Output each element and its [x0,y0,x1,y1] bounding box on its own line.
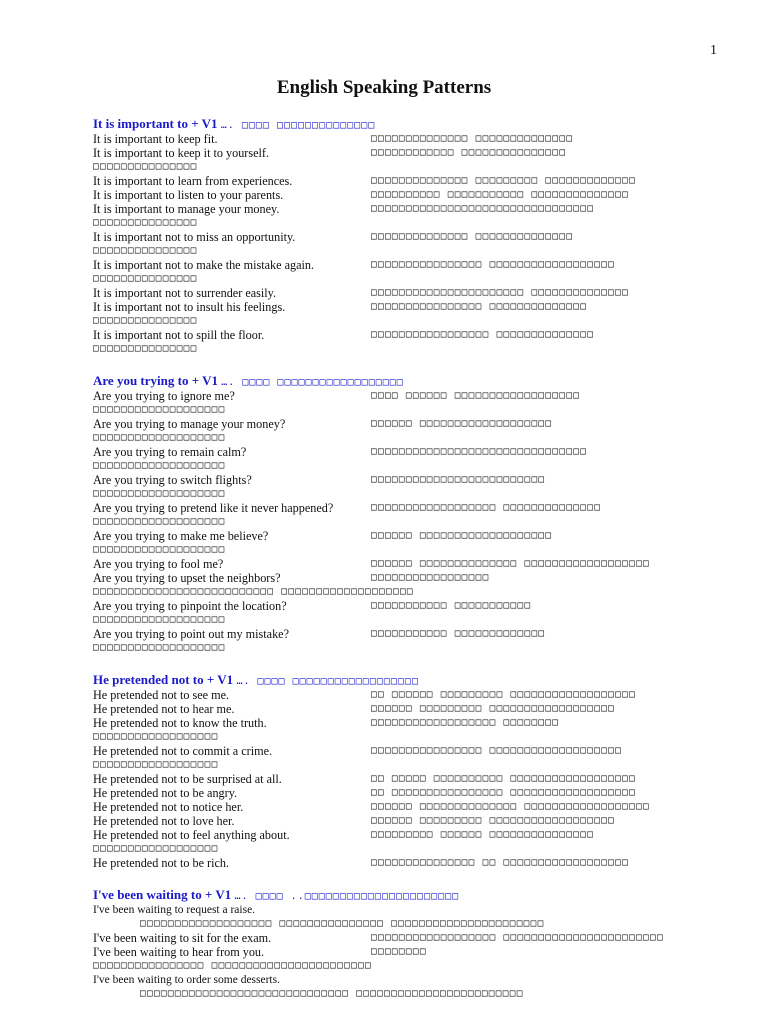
list-item [93,945,733,973]
translation-continued: □□□□□□□□□□□□□□□□ □□□□□□□□□□□□□□□□□□□□□□□ [93,960,373,971]
translation: □□ □□□□□□ □□□□□□□□□ □□□□□□□□□□□□□□□□□□ [371,689,637,700]
translation-continued: □□□□□□□□□□□□□□□□□□□□□□□□□□□□□□ □□□□□□□□□□□□□□□□□□□□□□□□ [140,988,524,999]
section-are-you-trying [93,373,733,655]
translation-continued: □□□□□□□□□□□□□□□□□□□ [93,460,226,471]
translation: □□□□□□□□□□□□□□ □□□□□□□□□□□□□□ [371,231,574,242]
english-sentence: I've been waiting to order some desserts. [93,974,280,986]
english-sentence: I've been waiting to request a raise. [93,904,256,916]
section-heading [93,116,733,132]
list-item [93,132,733,146]
translation: □□□□□□□□□□ □□□□□□□□□□□ □□□□□□□□□□□□□□ [371,189,630,200]
translation-continued: □□□□□□□□□□□□□□□□□□□ [93,642,226,653]
english-sentence: He pretended not to see me. [93,688,230,702]
list-item [93,973,733,1001]
translation: □□□□□□□□□□□□□□□ □□ □□□□□□□□□□□□□□□□□□ [371,857,630,868]
list-item [93,903,733,931]
translation-continued: □□□□□□□□□□□□□□□ [93,217,198,228]
section-heading-text: I've been waiting to + V1 [93,887,232,902]
english-sentence: I've been waiting to sit for the exam. [93,931,272,945]
translation-continued: □□□□□□□□□□□□□□□ [93,273,198,284]
translation: □□□□□□□□ [371,946,427,957]
translation: □□□□□□□□□□□□□□□□□□□□□□ □□□□□□□□□□□□□□ [371,287,630,298]
translation-continued: □□□□□□□□□□□□□□□□□□□ [93,432,226,443]
list-item [93,772,733,786]
list-item [93,202,733,230]
translation: □□□□□□ □□□□□□□□□ □□□□□□□□□□□□□□□□□□ [371,815,616,826]
english-sentence: Are you trying to upset the neighbors? [93,571,281,585]
english-sentence: He pretended not to be rich. [93,856,230,870]
section-heading-text: He pretended not to + V1 [93,672,234,687]
english-sentence: Are you trying to switch flights? [93,473,252,487]
list-item [93,389,733,417]
list-item [93,571,733,599]
translation-continued: □□□□□□□□□□□□□□□ [93,343,198,354]
section-heading-translation: …. □□□□ □□□□□□□□□□□□□□ [220,120,376,131]
translation: □□□□□□□□□□□□□□□□□□ □□□□□□□□□□□□□□ [371,502,602,513]
list-item [93,529,733,557]
section-heading-translation: …. □□□□ □□□□□□□□□□□□□□□□□□ [221,377,404,388]
translation: □□□□□□□□□□□□□□□□□ [371,572,490,583]
translation: □□□□□□□□□□□□□□□□ □□□□□□□□□□□□□□□□□□□ [371,745,623,756]
list-item [93,417,733,445]
list-item [93,188,733,202]
translation: □□□□□□ □□□□□□□□□□□□□□ □□□□□□□□□□□□□□□□□□ [371,558,651,569]
english-sentence: Are you trying to fool me? [93,557,224,571]
english-sentence: He pretended not to feel anything about. [93,828,290,842]
translation: □□□□□□□□□□□□□□ □□□□□□□□□□□□□□ [371,133,574,144]
english-sentence: It is important not to insult his feelings. [93,300,286,314]
english-sentence: He pretended not to be angry. [93,786,238,800]
translation: □□□□□□□□□□□□□□□□□ □□□□□□□□□□□□□□ [371,329,595,340]
translation: □□ □□□□□ □□□□□□□□□□ □□□□□□□□□□□□□□□□□□ [371,773,637,784]
list-item [93,174,733,188]
section-heading [93,672,733,688]
translation: □□□□□□□□□□□□□□□□ □□□□□□□□□□□□□□□□□□ [371,259,616,270]
english-sentence: It is important to manage your money. [93,202,280,216]
english-sentence: Are you trying to point out my mistake? [93,627,289,641]
list-item [93,688,733,702]
list-item [93,286,733,300]
list-item [93,702,733,716]
list-item [93,931,733,945]
english-sentence: It is important to keep it to yourself. [93,146,270,160]
list-item [93,599,733,627]
section-heading-text: It is important to + V1 [93,116,218,131]
translation: □□□□□□ □□□□□□□□□□□□□□□□□□□ [371,418,553,429]
translation-continued: □□□□□□□□□□□□□□□□□□ [93,731,219,742]
english-sentence: He pretended not to notice her. [93,800,244,814]
list-item [93,557,733,571]
document-title: English Speaking Patterns [276,77,492,98]
list-item [93,744,733,772]
section-ive-been-waiting [93,887,733,1001]
translation: □□□□□□□□□□□ □□□□□□□□□□□□□ [371,628,546,639]
translation: □□□□□□ □□□□□□□□□ □□□□□□□□□□□□□□□□□□ [371,703,616,714]
translation-continued: □□□□□□□□□□□□□□□ [93,315,198,326]
english-sentence: It is important to keep fit. [93,132,218,146]
english-sentence: He pretended not to love her. [93,814,235,828]
translation: □□□□□□□□□□□□ □□□□□□□□□□□□□□□ [371,147,567,158]
list-item [93,627,733,655]
translation: □□□□□□□□□□□ □□□□□□□□□□□ [371,600,532,611]
section-heading [93,373,733,389]
section-heading-translation: …. □□□□ □□□□□□□□□□□□□□□□□□ [236,676,419,687]
translation-continued: □□□□□□□□□□□□□□□□□□□ [93,404,226,415]
translation: □□□□□□□□□□□□□□□□□□□□□□□□□□□□□□□□ [371,203,595,214]
english-sentence: He pretended not to commit a crime. [93,744,273,758]
page-number: 1 [710,43,717,58]
list-item [93,300,733,328]
english-sentence: Are you trying to remain calm? [93,445,247,459]
list-item [93,856,733,870]
english-sentence: I've been waiting to hear from you. [93,945,265,959]
translation-continued: □□□□□□□□□□□□□□□□□□□□□□□□□□ □□□□□□□□□□□□□□□□□□□ [93,586,414,597]
translation: □□□□□□□□□□□□□□□□□□ □□□□□□□□ [371,717,560,728]
list-item [93,258,733,286]
english-sentence: Are you trying to ignore me? [93,389,235,403]
english-sentence: He pretended not to know the truth. [93,716,267,730]
english-sentence: He pretended not to be surprised at all. [93,772,282,786]
list-item [93,800,733,814]
english-sentence: He pretended not to hear me. [93,702,235,716]
translation: □□□□□□□□□ □□□□□□ □□□□□□□□□□□□□□□ [371,829,595,840]
section-heading [93,887,733,903]
translation: □□□□□□□□□□□□□□□□□□□□□□□□□□□□□□□ [371,446,588,457]
list-item [93,445,733,473]
translation: □□□□□□□□□□□□□□□□□□□□□□□□□ [371,474,546,485]
translation-continued: □□□□□□□□□□□□□□□□□□□ □□□□□□□□□□□□□□□ □□□□□□□□□□□□□□□□□□□□□□ [140,918,545,929]
list-item [93,328,733,356]
english-sentence: It is important not to miss an opportunity. [93,230,296,244]
list-item [93,473,733,501]
list-item [93,501,733,529]
english-sentence: It is important not to surrender easily. [93,286,276,300]
list-item [93,786,733,800]
english-sentence: It is important to learn from experiences. [93,174,293,188]
translation-continued: □□□□□□□□□□□□□□□□□□□ [93,614,226,625]
translation-continued: □□□□□□□□□□□□□□□□□□□ [93,544,226,555]
list-item [93,146,733,174]
list-item [93,230,733,258]
translation-continued: □□□□□□□□□□□□□□□□□□ [93,843,219,854]
english-sentence: It is important not to make the mistake again. [93,258,315,272]
translation-continued: □□□□□□□□□□□□□□□□□□□ [93,516,226,527]
translation-continued: □□□□□□□□□□□□□□□ [93,245,198,256]
list-item [93,716,733,744]
document-body [93,116,733,1018]
translation: □□□□□□ □□□□□□□□□□□□□□ □□□□□□□□□□□□□□□□□□ [371,801,651,812]
section-he-pretended [93,672,733,870]
english-sentence: It is important to listen to your parents. [93,188,284,202]
translation: □□□□ □□□□□□ □□□□□□□□□□□□□□□□□□ [371,390,581,401]
section-heading-text: Are you trying to + V1 [93,373,219,388]
section-it-is-important [93,116,733,356]
english-sentence: Are you trying to pretend like it never happened? [93,501,334,515]
translation: □□□□□□ □□□□□□□□□□□□□□□□□□□ [371,530,553,541]
section-heading-translation: …. □□□□ ..□□□□□□□□□□□□□□□□□□□□□□ [234,891,460,902]
list-item [93,828,733,856]
translation: □□□□□□□□□□□□□□□□□□ □□□□□□□□□□□□□□□□□□□□□□□ [371,932,664,943]
list-item [93,814,733,828]
translation-continued: □□□□□□□□□□□□□□□□□□ [93,759,219,770]
translation: □□□□□□□□□□□□□□□□ □□□□□□□□□□□□□□ [371,301,588,312]
translation: □□□□□□□□□□□□□□ □□□□□□□□□ □□□□□□□□□□□□□ [371,175,637,186]
english-sentence: Are you trying to manage your money? [93,417,286,431]
english-sentence: It is important not to spill the floor. [93,328,265,342]
translation-continued: □□□□□□□□□□□□□□□ [93,161,198,172]
english-sentence: Are you trying to make me believe? [93,529,269,543]
translation: □□ □□□□□□□□□□□□□□□□ □□□□□□□□□□□□□□□□□□ [371,787,637,798]
english-sentence: Are you trying to pinpoint the location? [93,599,287,613]
translation-continued: □□□□□□□□□□□□□□□□□□□ [93,488,226,499]
